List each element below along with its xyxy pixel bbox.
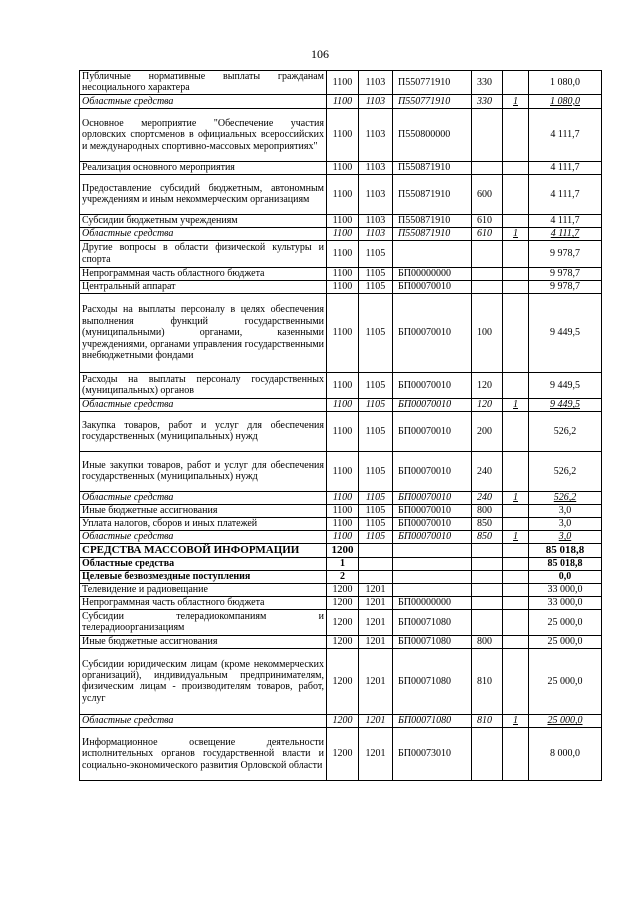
row-subsection-code: 1103 [359,94,393,108]
row-section-code: 1100 [327,240,359,267]
row-amount: 1 080,0 [529,71,602,95]
table-row [80,240,602,267]
row-target-item-code: БП00070010 [393,517,472,530]
table-row [80,714,602,727]
row-target-item-code: БП00000000 [393,596,472,609]
row-name: Целевые безвозмездные поступления [80,570,327,583]
row-name: Областные средства [80,94,327,108]
row-name: Другие вопросы в области физической культуры и спорта [80,240,327,267]
table-row [80,174,602,214]
table-row [80,280,602,293]
row-name: Закупка товаров, работ и услуг для обеспечения государственных (муниципальных) нужд [80,411,327,451]
table-row [80,108,602,161]
row-funding-source [503,504,529,517]
row-target-item-code: БП00070010 [393,451,472,491]
row-target-item-code: П550771910 [393,94,472,108]
row-expense-type-code: 600 [472,174,503,214]
row-funding-source: 1 [503,491,529,504]
table-row [80,570,602,583]
row-expense-type-code: 850 [472,530,503,543]
row-amount: 33 000,0 [529,583,602,596]
row-name: Областные средства [80,491,327,504]
row-subsection-code [359,570,393,583]
row-name: Непрограммная часть областного бюджета [80,596,327,609]
row-target-item-code: БП00071080 [393,609,472,635]
row-name: Иные бюджетные ассигнования [80,635,327,648]
table-row [80,293,602,372]
row-section-code: 1100 [327,517,359,530]
row-funding-source [503,240,529,267]
table-row [80,267,602,280]
row-funding-source [503,557,529,570]
row-subsection-code: 1103 [359,161,393,174]
row-target-item-code: БП00070010 [393,280,472,293]
row-expense-type-code: 120 [472,372,503,398]
row-amount: 4 111,7 [529,214,602,227]
row-funding-source [503,174,529,214]
row-expense-type-code: 120 [472,398,503,411]
row-amount: 1 080,0 [529,94,602,108]
row-section-code: 1100 [327,504,359,517]
row-subsection-code: 1105 [359,240,393,267]
row-subsection-code [359,543,393,557]
row-target-item-code: БП00070010 [393,504,472,517]
row-target-item-code [393,543,472,557]
row-target-item-code: П550871910 [393,227,472,240]
row-amount: 9 978,7 [529,280,602,293]
row-funding-source [503,648,529,714]
row-expense-type-code [472,280,503,293]
row-amount: 9 449,5 [529,398,602,411]
row-funding-source [503,609,529,635]
row-subsection-code: 1201 [359,635,393,648]
row-section-code: 1100 [327,293,359,372]
row-expense-type-code [472,583,503,596]
row-amount: 25 000,0 [529,648,602,714]
row-subsection-code: 1103 [359,108,393,161]
row-section-code: 1200 [327,543,359,557]
row-target-item-code: БП00071080 [393,714,472,727]
row-section-code: 1100 [327,530,359,543]
table-row [80,504,602,517]
row-section-code: 1100 [327,227,359,240]
row-amount: 33 000,0 [529,596,602,609]
row-funding-source [503,570,529,583]
table-row [80,517,602,530]
row-subsection-code: 1201 [359,648,393,714]
row-target-item-code: БП00070010 [393,398,472,411]
row-target-item-code: П550871910 [393,161,472,174]
row-target-item-code: БП00073010 [393,727,472,780]
row-section-code: 2 [327,570,359,583]
row-section-code: 1100 [327,267,359,280]
row-section-code: 1100 [327,71,359,95]
row-amount: 4 111,7 [529,227,602,240]
table-row [80,161,602,174]
row-name: Областные средства [80,557,327,570]
row-amount: 25 000,0 [529,635,602,648]
row-subsection-code: 1105 [359,293,393,372]
table-row [80,398,602,411]
row-expense-type-code [472,596,503,609]
table-row [80,648,602,714]
row-name: Телевидение и радиовещание [80,583,327,596]
row-subsection-code: 1103 [359,214,393,227]
row-section-code: 1200 [327,727,359,780]
row-expense-type-code: 800 [472,504,503,517]
row-section-code: 1200 [327,583,359,596]
row-expense-type-code: 850 [472,517,503,530]
row-target-item-code: БП00070010 [393,411,472,451]
row-name: Иные бюджетные ассигнования [80,504,327,517]
row-section-code: 1100 [327,174,359,214]
row-expense-type-code: 200 [472,411,503,451]
row-target-item-code: БП00070010 [393,491,472,504]
row-expense-type-code: 610 [472,227,503,240]
row-expense-type-code: 330 [472,71,503,95]
row-section-code: 1100 [327,280,359,293]
row-name: Основное мероприятие "Обеспечение участия орловских спортсменов в официальных всероссийских и международных спортивно-массовых мероприятиях" [80,108,327,161]
row-target-item-code: БП00071080 [393,635,472,648]
row-name: Уплата налогов, сборов и иных платежей [80,517,327,530]
table-row [80,530,602,543]
table-row [80,635,602,648]
row-funding-source [503,635,529,648]
row-name: Областные средства [80,530,327,543]
table-row [80,411,602,451]
row-section-code: 1100 [327,451,359,491]
row-funding-source [503,267,529,280]
table-row [80,372,602,398]
row-subsection-code: 1201 [359,583,393,596]
row-funding-source [503,280,529,293]
row-target-item-code: П550800000 [393,108,472,161]
row-target-item-code [393,240,472,267]
row-section-code: 1100 [327,161,359,174]
row-amount: 9 449,5 [529,293,602,372]
row-name: Субсидии телерадиокомпаниям и телерадиоорганизациям [80,609,327,635]
row-amount: 3,0 [529,504,602,517]
row-subsection-code: 1105 [359,491,393,504]
row-target-item-code [393,557,472,570]
row-funding-source: 1 [503,227,529,240]
row-section-code: 1200 [327,648,359,714]
row-funding-source [503,293,529,372]
row-expense-type-code: 240 [472,491,503,504]
row-section-code: 1 [327,557,359,570]
row-subsection-code: 1103 [359,174,393,214]
row-section-code: 1100 [327,491,359,504]
row-target-item-code: БП00070010 [393,372,472,398]
row-funding-source: 1 [503,94,529,108]
row-expense-type-code [472,727,503,780]
row-section-code: 1200 [327,635,359,648]
row-section-code: 1100 [327,94,359,108]
row-name: Областные средства [80,714,327,727]
row-subsection-code: 1105 [359,451,393,491]
row-expense-type-code [472,609,503,635]
row-name: Областные средства [80,398,327,411]
row-expense-type-code: 810 [472,714,503,727]
row-subsection-code: 1105 [359,411,393,451]
row-funding-source [503,372,529,398]
table-row [80,727,602,780]
row-target-item-code [393,570,472,583]
row-funding-source [503,451,529,491]
row-subsection-code: 1105 [359,280,393,293]
row-funding-source: 1 [503,714,529,727]
row-section-code: 1100 [327,398,359,411]
row-amount: 85 018,8 [529,543,602,557]
page-number: 106 [311,47,329,61]
row-subsection-code: 1105 [359,530,393,543]
row-name: Областные средства [80,227,327,240]
row-name: Субсидии юридическим лицам (кроме некоммерческих организаций), индивидуальным предпринимателям, физическим лицам - производителям товаров, работ, услуг [80,648,327,714]
row-funding-source [503,583,529,596]
row-target-item-code: П550871910 [393,174,472,214]
row-subsection-code: 1201 [359,596,393,609]
table-row [80,557,602,570]
row-subsection-code: 1201 [359,714,393,727]
row-amount: 4 111,7 [529,161,602,174]
row-amount: 526,2 [529,491,602,504]
row-section-code: 1100 [327,411,359,451]
row-name: Расходы на выплаты персоналу в целях обеспечения выполнения функций государственными (муниципальными) органами, казенными учреждениями, органами управления государственными внебюджетными фондами [80,293,327,372]
row-subsection-code: 1105 [359,504,393,517]
row-amount: 526,2 [529,411,602,451]
row-target-item-code [393,583,472,596]
row-name: Информационное освещение деятельности исполнительных органов государственной власти и социально-экономического развития Орловской области [80,727,327,780]
row-amount: 25 000,0 [529,714,602,727]
row-funding-source [503,727,529,780]
row-funding-source [503,411,529,451]
row-name: Непрограммная часть областного бюджета [80,267,327,280]
row-section-code: 1100 [327,108,359,161]
row-target-item-code: П550871910 [393,214,472,227]
row-expense-type-code [472,557,503,570]
row-expense-type-code [472,543,503,557]
table-row [80,596,602,609]
row-target-item-code: БП00000000 [393,267,472,280]
table-row [80,491,602,504]
row-amount: 85 018,8 [529,557,602,570]
row-subsection-code [359,557,393,570]
row-section-code: 1100 [327,372,359,398]
row-funding-source: 1 [503,530,529,543]
row-amount: 25 000,0 [529,609,602,635]
row-amount: 4 111,7 [529,174,602,214]
budget-table [79,70,602,781]
row-expense-type-code: 610 [472,214,503,227]
row-section-code: 1200 [327,596,359,609]
row-target-item-code: БП00071080 [393,648,472,714]
row-expense-type-code: 810 [472,648,503,714]
row-funding-source [503,161,529,174]
row-expense-type-code [472,161,503,174]
row-target-item-code: П550771910 [393,71,472,95]
row-section-code: 1200 [327,714,359,727]
table-row [80,451,602,491]
row-section-code: 1200 [327,609,359,635]
row-subsection-code: 1103 [359,71,393,95]
row-amount: 9 978,7 [529,267,602,280]
row-target-item-code: БП00070010 [393,530,472,543]
row-funding-source [503,108,529,161]
row-name: Предоставление субсидий бюджетным, автономным учреждениям и иным некоммерческим организациям [80,174,327,214]
row-subsection-code: 1105 [359,517,393,530]
row-funding-source [503,71,529,95]
row-expense-type-code [472,570,503,583]
row-amount: 9 978,7 [529,240,602,267]
row-amount: 3,0 [529,517,602,530]
row-subsection-code: 1201 [359,727,393,780]
row-amount: 526,2 [529,451,602,491]
row-amount: 4 111,7 [529,108,602,161]
row-name: Иные закупки товаров, работ и услуг для обеспечения государственных (муниципальных) нужд [80,451,327,491]
row-amount: 9 449,5 [529,372,602,398]
row-expense-type-code: 240 [472,451,503,491]
row-name: СРЕДСТВА МАССОВОЙ ИНФОРМАЦИИ [80,543,327,557]
row-name: Публичные нормативные выплаты гражданам несоциального характера [80,71,327,95]
row-target-item-code: БП00070010 [393,293,472,372]
row-subsection-code: 1105 [359,372,393,398]
row-subsection-code: 1103 [359,227,393,240]
row-subsection-code: 1105 [359,267,393,280]
table-row [80,609,602,635]
row-expense-type-code: 800 [472,635,503,648]
row-expense-type-code: 100 [472,293,503,372]
row-funding-source [503,517,529,530]
row-section-code: 1100 [327,214,359,227]
row-subsection-code: 1201 [359,609,393,635]
row-subsection-code: 1105 [359,398,393,411]
row-funding-source [503,543,529,557]
table-row [80,71,602,95]
table-row [80,227,602,240]
table-row [80,214,602,227]
row-expense-type-code [472,108,503,161]
row-amount: 8 000,0 [529,727,602,780]
row-name: Центральный аппарат [80,280,327,293]
row-name: Реализация основного мероприятия [80,161,327,174]
row-amount: 0,0 [529,570,602,583]
row-amount: 3,0 [529,530,602,543]
row-expense-type-code: 330 [472,94,503,108]
row-funding-source [503,214,529,227]
row-funding-source: 1 [503,398,529,411]
row-expense-type-code [472,267,503,280]
table-row [80,543,602,557]
row-expense-type-code [472,240,503,267]
row-funding-source [503,596,529,609]
row-name: Расходы на выплаты персоналу государственных (муниципальных) органов [80,372,327,398]
row-name: Субсидии бюджетным учреждениям [80,214,327,227]
table-row [80,94,602,108]
table-row [80,583,602,596]
